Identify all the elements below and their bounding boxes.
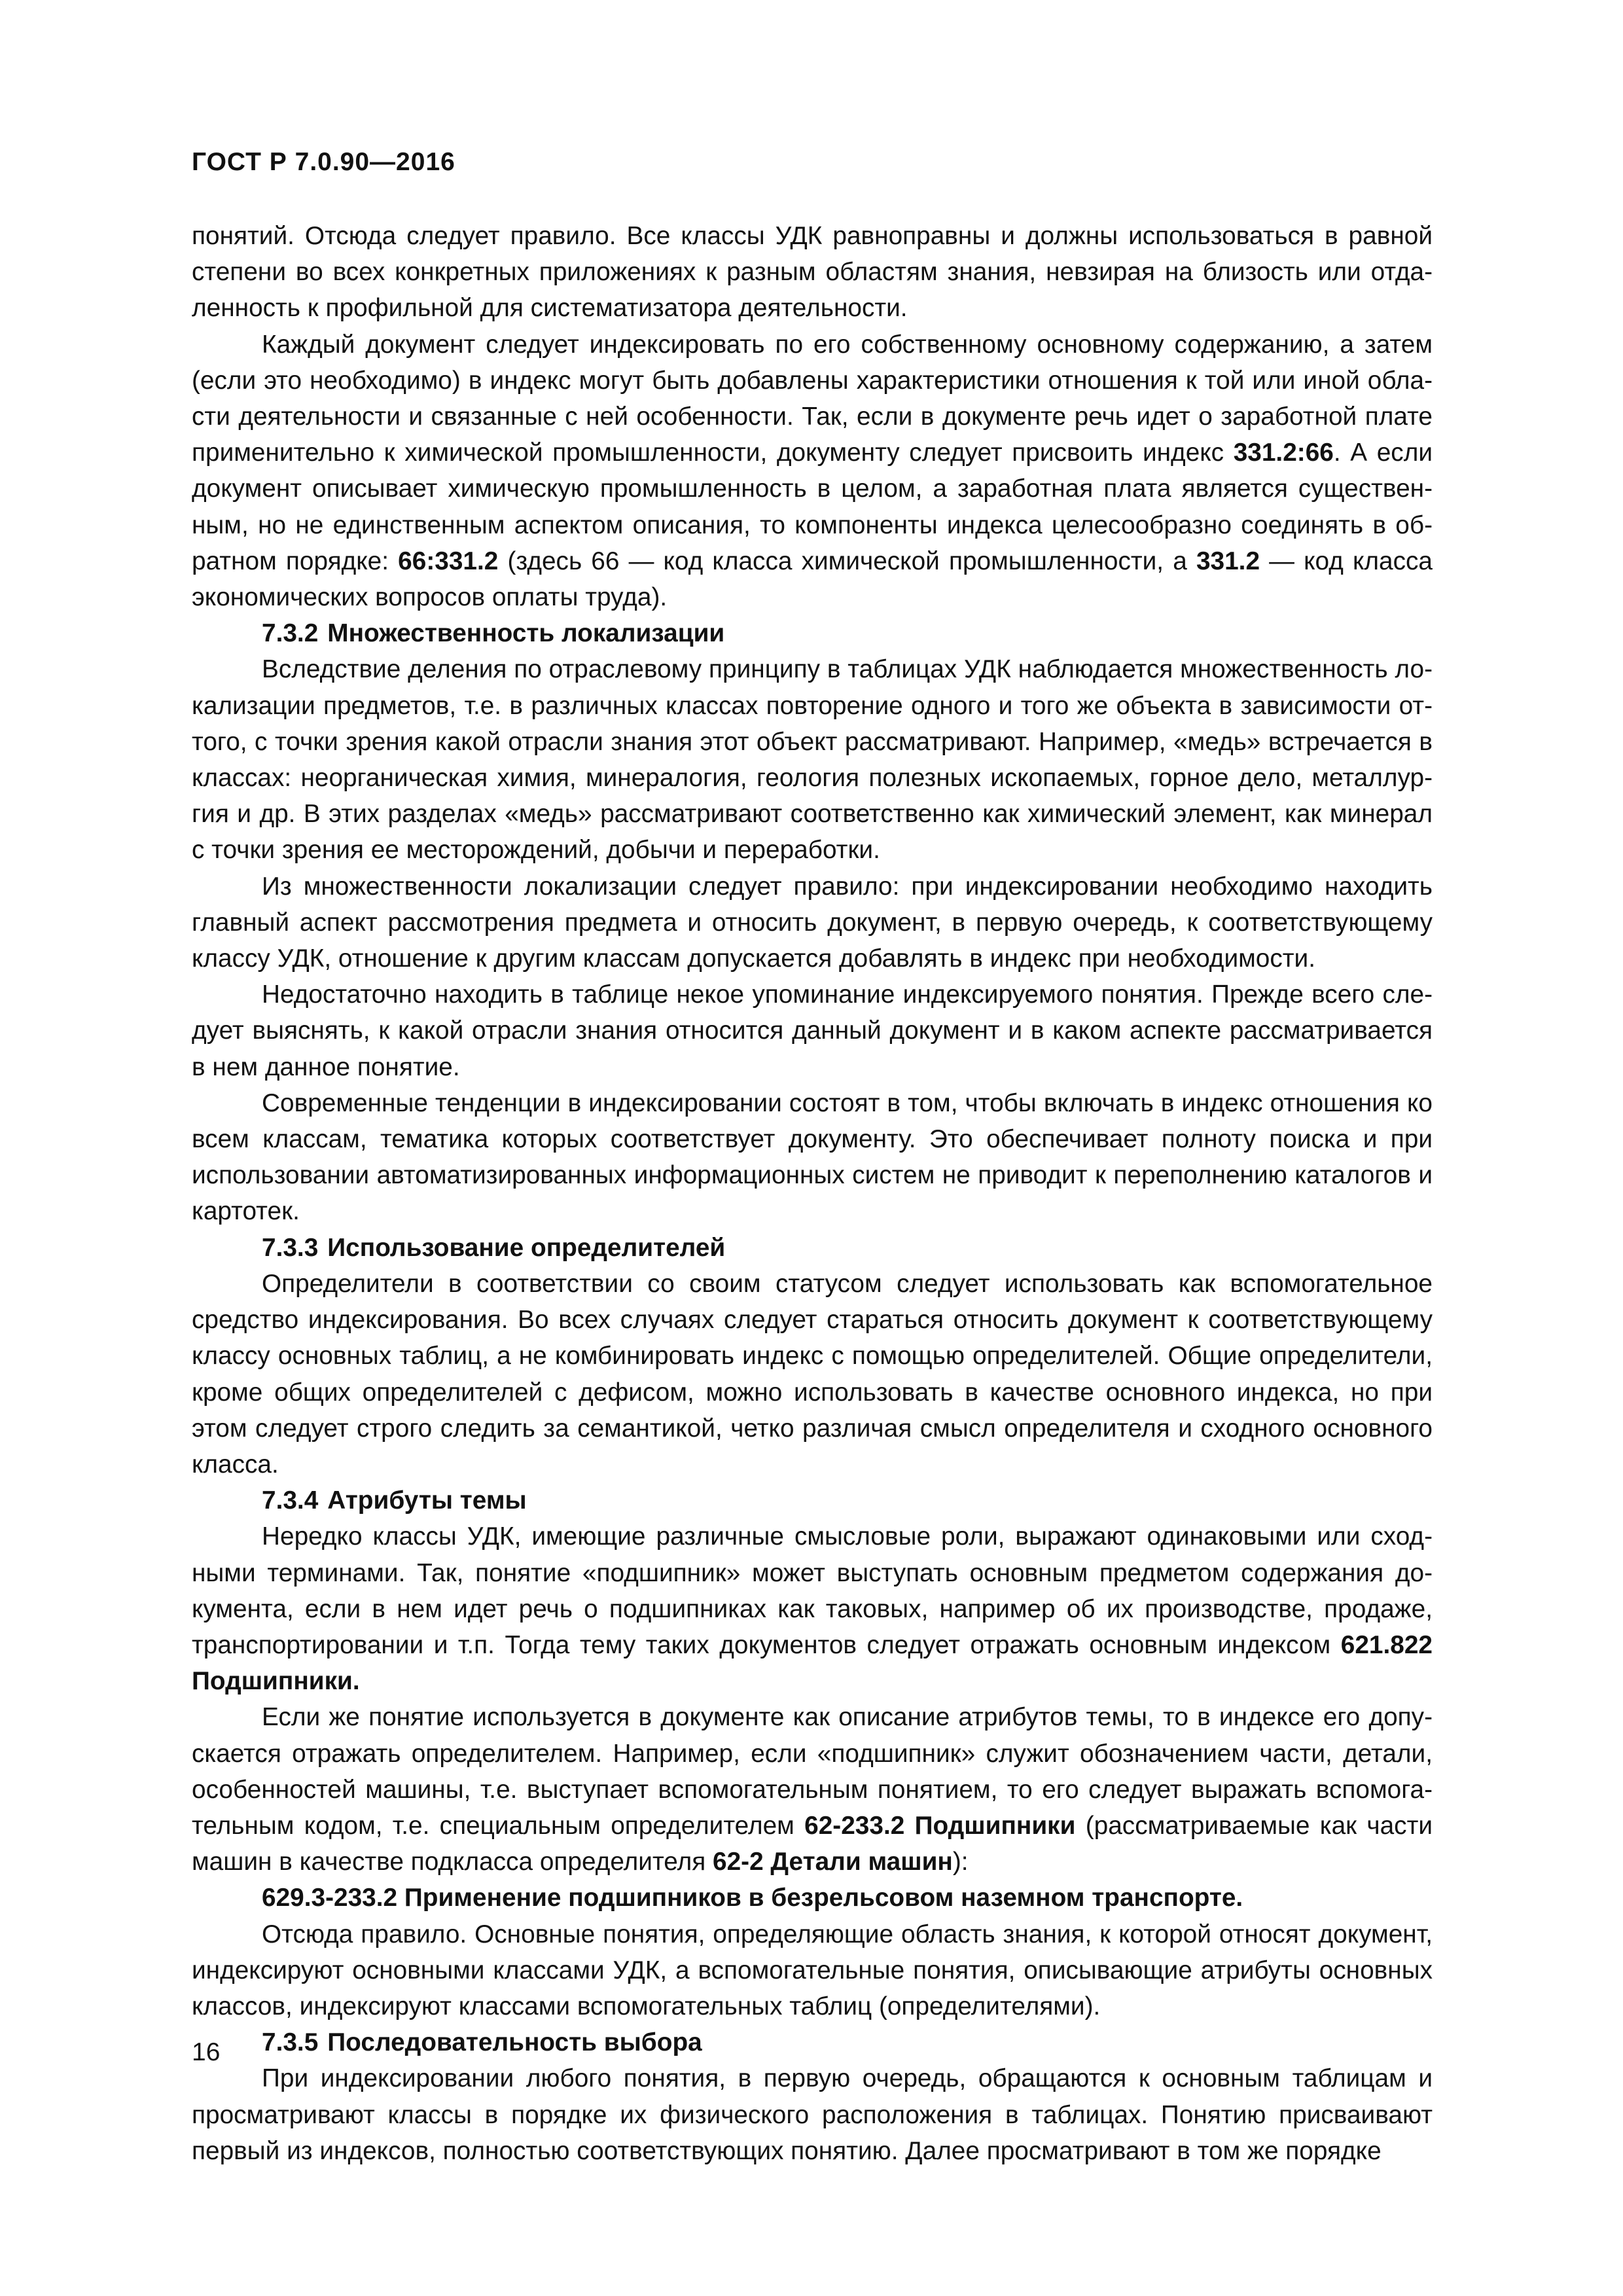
paragraph-attribute-determinant: Если же понятие используется в документе как описание атрибутов темы, то в индексе его допускается отражать определителем. Например, если «подшипник» служит обозначением части, детали, особенностей машины, т.е. выступает вспомогательным понятием, то его следует выражать вспомогательным кодом, т.е. специальным определителем 62-233.2 Подшипники (рассматриваемые как части машин в качестве подкласса определителя 62-2 Детали машин): bbox=[192, 1703, 1433, 1876]
section-number: 7.3.5 bbox=[262, 2028, 319, 2057]
udc-code: 621.822 Подшипники. bbox=[192, 1630, 1433, 1696]
udc-code: 62-233.2 Подшипники bbox=[804, 1811, 1076, 1840]
udc-code: 62-2 Детали машин bbox=[713, 1848, 953, 1876]
section-number: 7.3.3 bbox=[262, 1233, 319, 1262]
section-title: Последовательность выбора bbox=[327, 2028, 702, 2057]
paragraph-determinants: Определители в соответствии со своим статусом следует использовать как вспомогательное средство индексирования. Во всех случаях следует стараться относить документ к соответствующему классу основных таблиц, а не комбинировать индекс с помощью определителей. Общие определители, кроме общих определителей с дефисом, можно использовать в качестве основного индекса, но при этом следует строго следить за семантикой, четко различая смысл определителя и сходного основного класса. bbox=[192, 1269, 1433, 1479]
section-heading-7-3-2 bbox=[192, 615, 1433, 651]
udc-example: 629.3-233.2 Применение подшипников в безрельсовом наземном транспорте. bbox=[262, 1884, 1243, 1912]
paragraph-continued: понятий. Отсюда следует правило. Все классы УДК равноправны и должны использоваться в равной степени во всех конкретных приложениях к разным областям знания, невзирая на близость или отдаленность к профильной для систематизатора деятельности. bbox=[192, 222, 1433, 323]
section-heading-7-3-3 bbox=[192, 1230, 1433, 1266]
paragraph-subject-roles: Нередко классы УДК, имеющие различные смысловые роли, выражают одинаковыми или сходными терминами. Так, понятие «подшипник» может выступать основным предметом содержания документа, если в нем идет речь о подшипниках как таковых, например об их производстве, продаже, транспортировании и т.п. Тогда тему таких документов следует отражать основным индексом 621.822 Подшипники. bbox=[192, 1522, 1433, 1696]
udc-code: 66:331.2 bbox=[398, 547, 499, 575]
paragraph-localization: Вследствие деления по отраслевому принципу в таблицах УДК наблюдается множественность локализации предметов, т.е. в различных классах повторение одного и того же объекта в зависимости оттого, с точки зрения какой отрасли знания этот объект рассматривают. Например, «медь» встречается в классах: неорганическая химия, минералогия, геология полезных ископаемых, горное дело, металлургия и др. В этих разделах «медь» рассматривают соответственно как химический элемент, как минерал с точки зрения ее месторождений, добычи и переработки. bbox=[192, 655, 1433, 865]
page-number: 16 bbox=[192, 2038, 221, 2066]
section-number: 7.3.2 bbox=[262, 619, 319, 648]
document-code-header: ГОСТ Р 7.0.90—2016 bbox=[192, 148, 455, 176]
section-title: Атрибуты темы bbox=[327, 1486, 527, 1515]
section-heading-7-3-4 bbox=[192, 1482, 1433, 1518]
section-title: Множественность локализации bbox=[327, 619, 725, 648]
paragraph-modern-trends: Современные тенденции в индексировании состоят в том, чтобы включать в индекс отношения ко всем классам, тематика которых соответствует документу. Это обеспечивает полноту поиска и при использовании автоматизированных информационных систем не приводит к переполнению каталогов и картотек. bbox=[192, 1088, 1433, 1226]
paragraph-attribute-rule: Отсюда правило. Основные понятия, определяющие область знания, к которой относят документ, индексируют основными классами УДК, а вспомогательные понятия, описывающие атрибуты основных классов, индексируют классами вспомогательных таблиц (определителями). bbox=[192, 1920, 1433, 2020]
paragraph-mention-not-enough: Недостаточно находить в таблице некое упоминание индексируемого понятия. Прежде всего следует выяснять, к какой отрасли знания относится данный документ и в каком аспекте рассматривается в нем данное понятие. bbox=[192, 980, 1433, 1081]
section-heading-7-3-5 bbox=[192, 2024, 1433, 2060]
udc-code: 331.2:66 bbox=[1233, 439, 1334, 467]
section-title: Использование определителей bbox=[327, 1233, 726, 1262]
document-body bbox=[192, 218, 1433, 2169]
paragraph-index-by-content: Каждый документ следует индексировать по его собственному основному содержанию, а затем (если это необходимо) в индекс могут быть добавлены характеристики отношения к той или иной области деятельности и связанные с ней особенности. Так, если в документе речь идет о заработной плате применительно к химической промышленности, документу следует присвоить индекс 331.2:66. А если документ описывает химическую промышленность в целом, а заработная плата является существенным, но не единственным аспектом описания, то компоненты индекса целесообразно соединять в обратном порядке: 66:331.2 (здесь 66 — код класса химической промышленности, а 331.2 — код класса экономических вопросов оплаты труда). bbox=[192, 330, 1433, 612]
paragraph-localization-rule: Из множественности локализации следует правило: при индексировании необходимо находить главный аспект рассмотрения предмета и относить документ, в первую очередь, к соответствующему классу УДК, отношение к другим классам допускается добавлять в индекс при необходимости. bbox=[192, 872, 1433, 973]
section-number: 7.3.4 bbox=[262, 1486, 319, 1515]
udc-code: 331.2 bbox=[1196, 547, 1260, 575]
paragraph-selection-order: При индексировании любого понятия, в первую очередь, обращаются к основным таблицам и просматривают классы в порядке их физического расположения в таблицах. Понятию присваивают первый из индексов, полностью соответствующих понятию. Далее просматривают в том же порядке bbox=[192, 2064, 1433, 2165]
